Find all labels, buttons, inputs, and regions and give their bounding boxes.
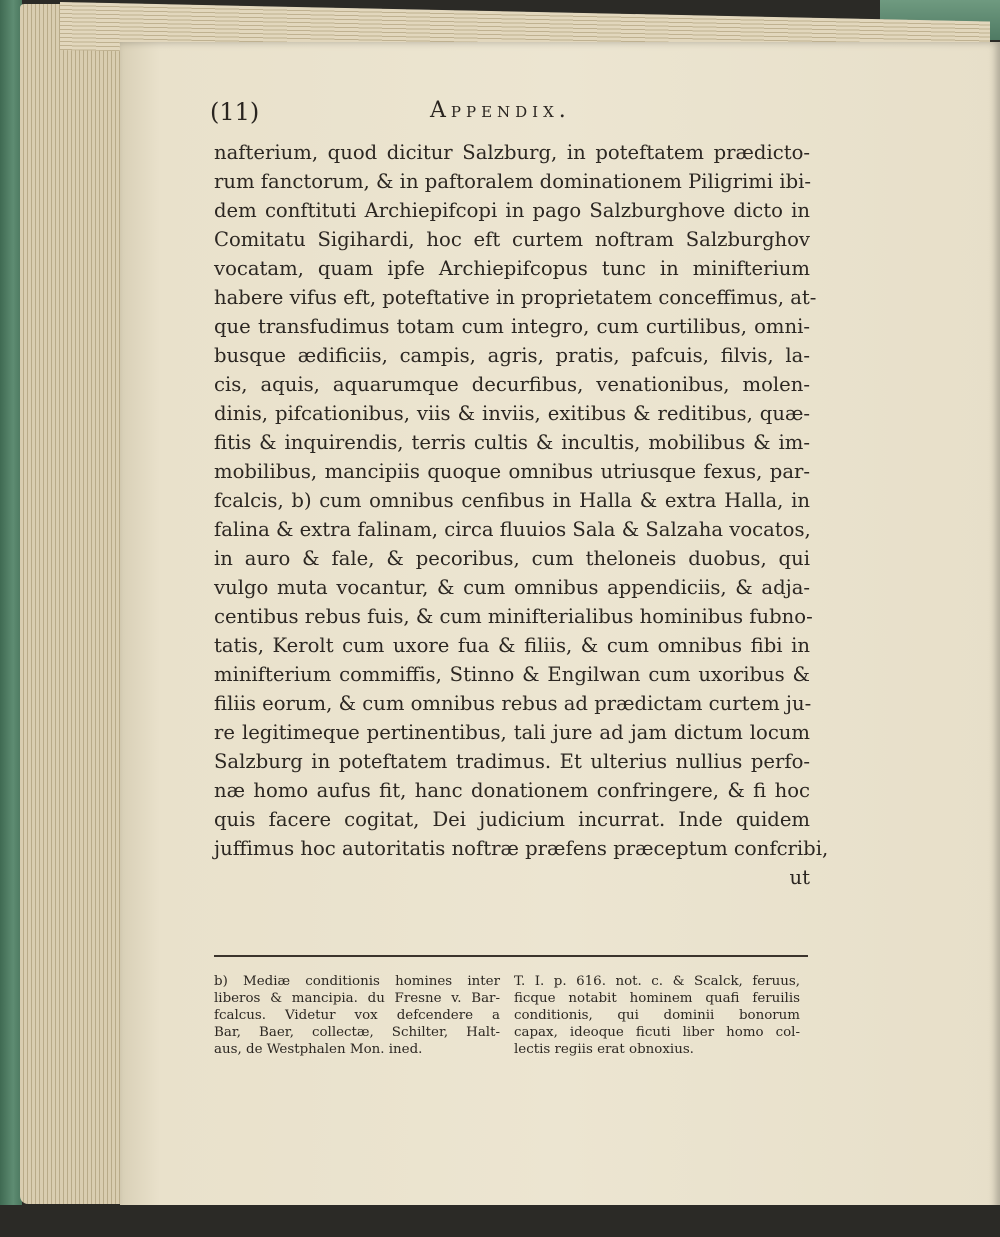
text-line: tatis, Kerolt cum uxore fua & filiis, & cum omnibus fibi in (214, 634, 810, 657)
text-line: juffimus hoc autoritatis noftræ præfens præceptum confcribi, (214, 837, 829, 860)
footnote-line: ficque notabit hominem quafi feruilis (514, 991, 800, 1006)
footnote-column-left (214, 973, 500, 1058)
text-line: vocatam, quam ipfe Archiepifcopus tunc in minifterium (214, 257, 810, 280)
footnote-line: liberos & mancipia. du Fresne v. Bar- (214, 991, 500, 1006)
text-line: mobilibus, mancipiis quoque omnibus utriusque fexus, par- (214, 460, 810, 483)
body-text (214, 138, 829, 892)
text-line: Salzburg in poteftatem tradimus. Et ulterius nullius perfo- (214, 750, 810, 773)
text-line: næ homo aufus fit, hanc donationem confringere, & fi hoc (214, 779, 810, 802)
text-line: fitis & inquirendis, terris cultis & incultis, mobilibus & im- (214, 431, 810, 454)
text-line: filiis eorum, & cum omnibus rebus ad prædictam curtem ju- (214, 692, 812, 715)
footnote-line: conditionis, qui dominii bonorum (514, 1008, 800, 1023)
text-line: dem conftituti Archiepifcopi in pago Salzburghove dicto in (214, 199, 810, 222)
text-line: in auro & fale, & pecoribus, cum theloneis duobus, qui (214, 547, 810, 570)
footnote-line: T. I. p. 616. not. c. & Scalck, feruus, (514, 974, 800, 989)
text-line: Comitatu Sigihardi, hoc eft curtem noftram Salzburghov (214, 228, 810, 251)
footnote-line: lectis regiis erat obnoxius. (514, 1042, 694, 1057)
text-line: vulgo muta vocantur, & cum omnibus appendiciis, & adja- (214, 576, 810, 599)
footnote-line: b) Mediæ conditionis homines inter (214, 974, 500, 989)
text-line: centibus rebus fuis, & cum minifterialibus hominibus fubno- (214, 605, 813, 628)
text-line: re legitimeque pertinentibus, tali jure ad jam dictum locum (214, 721, 810, 744)
text-line: minifterium commiffis, Stinno & Engilwan cum uxoribus & (214, 663, 810, 686)
page-number: (11) (210, 98, 260, 126)
footnote-line: capax, ideoque ficuti liber homo col- (514, 1025, 800, 1040)
running-head: Appendix. (430, 98, 571, 123)
catchword: ut (789, 866, 810, 889)
text-line: dinis, pifcationibus, viis & inviis, exitibus & reditibus, quæ- (214, 402, 810, 425)
page-header (210, 98, 810, 138)
text-line: busque ædificiis, campis, agris, pratis, pafcuis, filvis, la- (214, 344, 810, 367)
text-line: habere vifus eft, poteftative in proprietatem conceffimus, at- (214, 286, 817, 309)
footnote-line: fcalcus. Videtur vox defcendere a (214, 1008, 500, 1023)
text-line: fcalcis, b) cum omnibus cenfibus in Halla & extra Halla, in (214, 489, 810, 512)
text-line: nafterium, quod dicitur Salzburg, in poteftatem prædicto- (214, 141, 810, 164)
footnote-line: Bar, Baer, collectæ, Schilter, Halt- (214, 1025, 500, 1040)
text-line: que transfudimus totam cum integro, cum curtilibus, omni- (214, 315, 810, 338)
text-line: quis facere cogitat, Dei judicium incurrat. Inde quidem (214, 808, 810, 831)
book-cloth-left (0, 0, 22, 1237)
footnote-line: aus, de Westphalen Mon. ined. (214, 1042, 423, 1057)
background-shadow (0, 1205, 1000, 1237)
footnote-rule (214, 955, 808, 957)
text-line: rum fanctorum, & in paftoralem dominationem Piligrimi ibi- (214, 170, 812, 193)
footnote-column-right (514, 973, 800, 1058)
text-line: cis, aquis, aquarumque decurfibus, venationibus, molen- (214, 373, 810, 396)
text-line: falina & extra falinam, circa fluuios Sala & Salzaha vocatos, (214, 518, 811, 541)
